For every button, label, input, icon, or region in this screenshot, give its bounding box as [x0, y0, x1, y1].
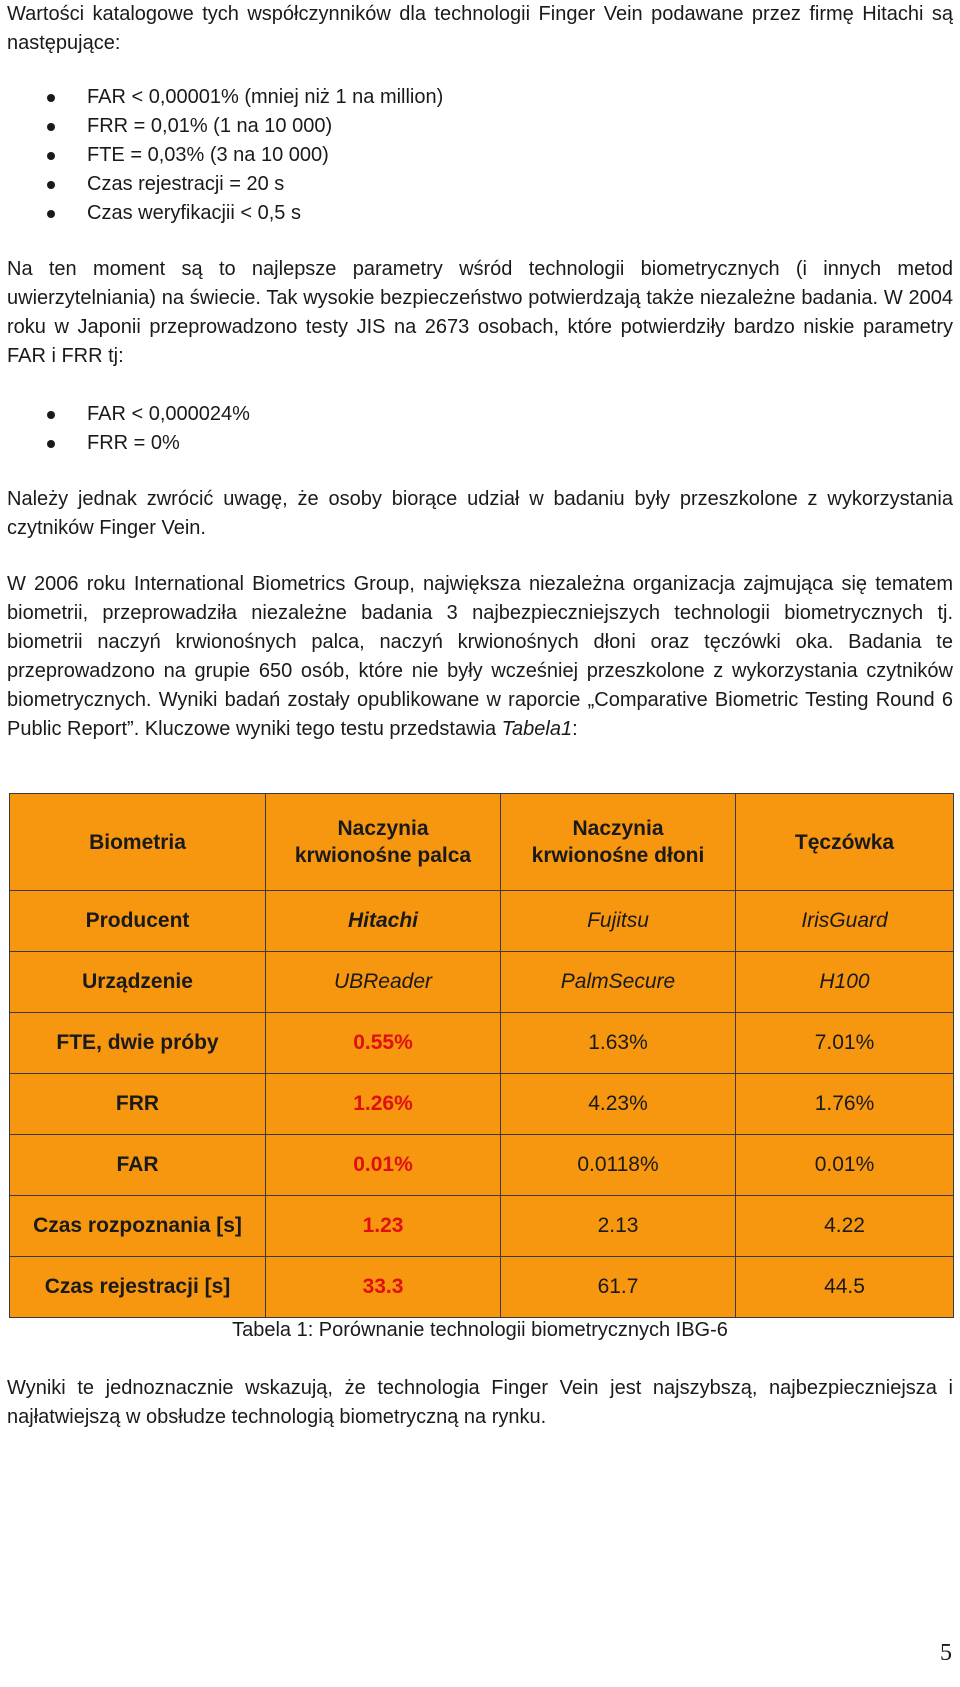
hitachi-specs-list: [7, 83, 953, 228]
list-item: Czas weryfikacjii < 0,5 s: [7, 199, 953, 228]
table-cell: 1.26%: [266, 1074, 501, 1135]
table-cell: 1.63%: [501, 1013, 736, 1074]
ibg-paragraph-end: :: [572, 718, 578, 740]
table-row: [10, 1013, 954, 1074]
table-cell: 4.22: [736, 1196, 954, 1257]
table-cell: 0.0118%: [501, 1135, 736, 1196]
header-cell: Naczynia krwionośne palca: [266, 794, 501, 891]
page-number: 5: [940, 1640, 952, 1666]
table-header-row: [10, 794, 954, 891]
table-cell: 44.5: [736, 1257, 954, 1318]
table-reference: Tabela1: [501, 718, 573, 740]
jis-results-list: [7, 400, 953, 458]
table-cell: 1.23: [266, 1196, 501, 1257]
row-label: Czas rozpoznania [s]: [10, 1196, 266, 1257]
table-cell: UBReader: [266, 952, 501, 1013]
header-cell: Naczynia krwionośne dłoni: [501, 794, 736, 891]
table-cell: Hitachi: [266, 891, 501, 952]
table-row: [10, 1196, 954, 1257]
intro-paragraph: Wartości katalogowe tych współczynników dla technologii Finger Vein podawane przez firmę Hitachi są następujące:: [7, 3, 953, 54]
list-item: FRR = 0%: [7, 429, 953, 458]
table-row: [10, 952, 954, 1013]
header-cell: Biometria: [10, 794, 266, 891]
row-label: FTE, dwie próby: [10, 1013, 266, 1074]
table-cell: 4.23%: [501, 1074, 736, 1135]
row-label: FAR: [10, 1135, 266, 1196]
ibg-paragraph-text: W 2006 roku International Biometrics Group, największa niezależna organizacja zajmująca się tematem biometrii, przeprowadziła niezależne badania 3 najbezpieczniejszych technologii biometrycznych tj. biometrii naczyń krwionośnych palca, naczyń krwionośnych dłoni oraz tęczówki oka. Badania te przeprowadzono na grupie 650 osób, które nie były wcześniej przeszkolone z wykorzystania czytników biometrycznych. Wyniki badań zostały opublikowane w raporcie „Comparative Biometric Testing Round 6 Public Report”. Kluczowe wyniki tego testu przedstawia: [7, 573, 953, 740]
body-text: [7, 0, 953, 744]
list-item: FAR < 0,00001% (mniej niż 1 na million): [7, 83, 953, 112]
table-row: [10, 1074, 954, 1135]
table-cell: 0.01%: [736, 1135, 954, 1196]
note-paragraph: Należy jednak zwrócić uwagę, że osoby biorące udział w badaniu były przeszkolone z wykorzystania czytników Finger Vein.: [7, 488, 953, 539]
row-label: Producent: [10, 891, 266, 952]
table-cell: 2.13: [501, 1196, 736, 1257]
row-label: Urządzenie: [10, 952, 266, 1013]
table-cell: 1.76%: [736, 1074, 954, 1135]
table-cell: 0.01%: [266, 1135, 501, 1196]
table-row: [10, 1257, 954, 1318]
row-label: FRR: [10, 1074, 266, 1135]
comparison-table: [9, 793, 954, 1318]
list-item: FRR = 0,01% (1 na 10 000): [7, 112, 953, 141]
table-cell: 0.55%: [266, 1013, 501, 1074]
table-cell: 7.01%: [736, 1013, 954, 1074]
conclusion-paragraph: Wyniki te jednoznacznie wskazują, że technologia Finger Vein jest najszybszą, najbezpieczniejsza i najłatwiejszą w obsłudze technologią biometryczną na rynku.: [7, 1377, 953, 1428]
parameters-paragraph: Na ten moment są to najlepsze parametry wśród technologii biometrycznych (i innych metod uwierzytelniania) na świecie. Tak wysokie bezpieczeństwo potwierdzają także niezależne badania. W 2004 roku w Japonii przeprowadzono testy JIS na 2673 osobach, które potwierdziły bardzo niskie parametry FAR i FRR tj:: [7, 258, 953, 367]
table-cell: 61.7: [501, 1257, 736, 1318]
comparison-table-wrapper: [9, 793, 953, 1318]
header-cell: Tęczówka: [736, 794, 954, 891]
table-cell: H100: [736, 952, 954, 1013]
list-item: FAR < 0,000024%: [7, 400, 953, 429]
table-cell: PalmSecure: [501, 952, 736, 1013]
list-item: FTE = 0,03% (3 na 10 000): [7, 141, 953, 170]
table-row: [10, 891, 954, 952]
table-cell: IrisGuard: [736, 891, 954, 952]
table-row: [10, 1135, 954, 1196]
row-label: Czas rejestracji [s]: [10, 1257, 266, 1318]
ibg-paragraph: [7, 570, 953, 744]
table-caption: Tabela 1: Porównanie technologii biometrycznych IBG-6: [232, 1319, 728, 1341]
table-cell: Fujitsu: [501, 891, 736, 952]
list-item: Czas rejestracji = 20 s: [7, 170, 953, 199]
table-cell: 33.3: [266, 1257, 501, 1318]
